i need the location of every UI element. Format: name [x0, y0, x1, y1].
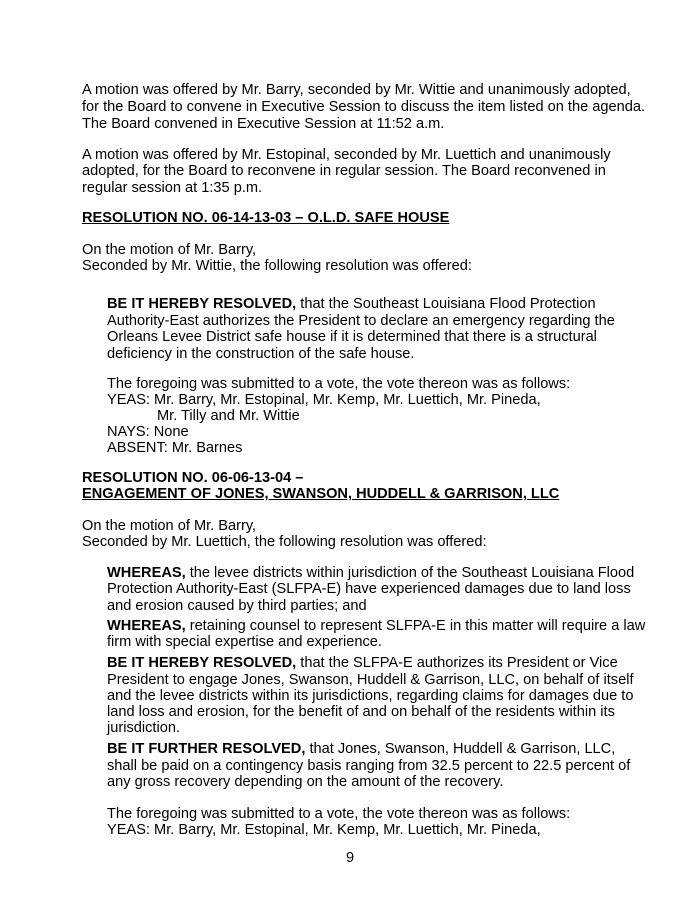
resolution-1-motion-line-2: Seconded by Mr. Wittie, the following resolution was offered: [82, 258, 472, 274]
regular-session-line-2: adopted, for the Board to reconvene in regular session. The Board reconvened in [82, 163, 606, 179]
resolved-text: that the SLFPA-E authorizes its President or Vice [296, 655, 618, 671]
further-resolved-line-3: any gross recovery depending on the amount of the recovery. [107, 774, 504, 790]
resolution-2-heading-line-1: RESOLUTION NO. 06-06-13-04 – [82, 470, 304, 486]
resolution-1-vote-nays: NAYS: None [107, 424, 189, 440]
further-resolved-line-2: shall be paid on a contingency basis ranging from 32.5 percent to 22.5 percent of [107, 758, 631, 774]
resolution-1-resolved-line-1 [107, 296, 596, 312]
resolution-2-resolved-line-2: President to engage Jones, Swanson, Huddell & Garrison, LLC, on behalf of itself [107, 672, 634, 688]
whereas-1-line-2: Protection Authority-East (SLFPA-E) have experienced damages due to land loss [107, 581, 631, 597]
page-number: 9 [345, 850, 355, 866]
further-resolved-line-1 [107, 741, 615, 757]
exec-session-line-3: The Board convened in Executive Session at 11:52 a.m. [82, 116, 445, 132]
resolution-2-resolved-line-1 [107, 655, 618, 671]
whereas-text: the levee districts within jurisdiction of the Southeast Louisiana Flood [185, 565, 635, 581]
exec-session-line-2: for the Board to convene in Executive Session to discuss the item listed on the agenda. [82, 99, 646, 115]
whereas-2-line-2: firm with special expertise and experience. [107, 634, 382, 650]
whereas-2-line-1 [107, 618, 645, 634]
resolution-2-resolved-line-4: land loss and erosion, for the benefit of and on behalf of the residents within its [107, 704, 615, 720]
resolution-1-resolved-line-3: Orleans Levee District safe house if it is determined that there is a structural [107, 329, 597, 345]
resolution-1-vote-absent: ABSENT: Mr. Barnes [107, 440, 243, 456]
regular-session-line-3: regular session at 1:35 p.m. [82, 180, 263, 196]
resolution-2-heading-line-2: ENGAGEMENT OF JONES, SWANSON, HUDDELL & GARRISON, LLC [82, 486, 560, 502]
whereas-text: retaining counsel to represent SLFPA-E in this matter will require a law [185, 618, 646, 634]
resolution-1-motion-line-1: On the motion of Mr. Barry, [82, 242, 257, 258]
regular-session-line-1: A motion was offered by Mr. Estopinal, seconded by Mr. Luettich and unanimously [82, 147, 611, 163]
whereas-1-line-3: and erosion caused by third parties; and [107, 598, 367, 614]
resolved-text: that the Southeast Louisiana Flood Protection [296, 296, 596, 312]
resolution-1-resolved-line-4: deficiency in the construction of the safe house. [107, 346, 415, 362]
resolution-2-vote-yeas: YEAS: Mr. Barry, Mr. Estopinal, Mr. Kemp, Mr. Luettich, Mr. Pineda, [107, 822, 541, 838]
whereas-lead: WHEREAS, [107, 565, 186, 581]
further-resolved-text: that Jones, Swanson, Huddell & Garrison, LLC, [305, 741, 616, 757]
resolved-lead: BE IT HEREBY RESOLVED, [107, 296, 297, 312]
exec-session-line-1: A motion was offered by Mr. Barry, seconded by Mr. Wittie and unanimously adopted, [82, 82, 631, 98]
resolution-1-vote-yeas-cont: Mr. Tilly and Mr. Wittie [157, 408, 300, 424]
resolution-2-motion-line-1: On the motion of Mr. Barry, [82, 518, 257, 534]
further-resolved-lead: BE IT FURTHER RESOLVED, [107, 741, 306, 757]
whereas-lead: WHEREAS, [107, 618, 186, 634]
resolution-2-resolved-line-3: and the levee districts within its jurisdictions, regarding claims for damages due to [107, 688, 634, 704]
resolution-1-vote-yeas: YEAS: Mr. Barry, Mr. Estopinal, Mr. Kemp, Mr. Luettich, Mr. Pineda, [107, 392, 541, 408]
resolution-2-resolved-line-5: jurisdiction. [107, 720, 180, 736]
resolution-1-heading: RESOLUTION NO. 06-14-13-03 – O.L.D. SAFE HOUSE [82, 210, 450, 226]
resolution-1-resolved-line-2: Authority-East authorizes the President to declare an emergency regarding the [107, 313, 615, 329]
resolution-2-motion-line-2: Seconded by Mr. Luettich, the following resolution was offered: [82, 534, 487, 550]
whereas-1-line-1 [107, 565, 634, 581]
resolved-lead: BE IT HEREBY RESOLVED, [107, 655, 297, 671]
resolution-1-vote-intro: The foregoing was submitted to a vote, the vote thereon was as follows: [107, 376, 571, 392]
resolution-2-vote-intro: The foregoing was submitted to a vote, the vote thereon was as follows: [107, 806, 571, 822]
